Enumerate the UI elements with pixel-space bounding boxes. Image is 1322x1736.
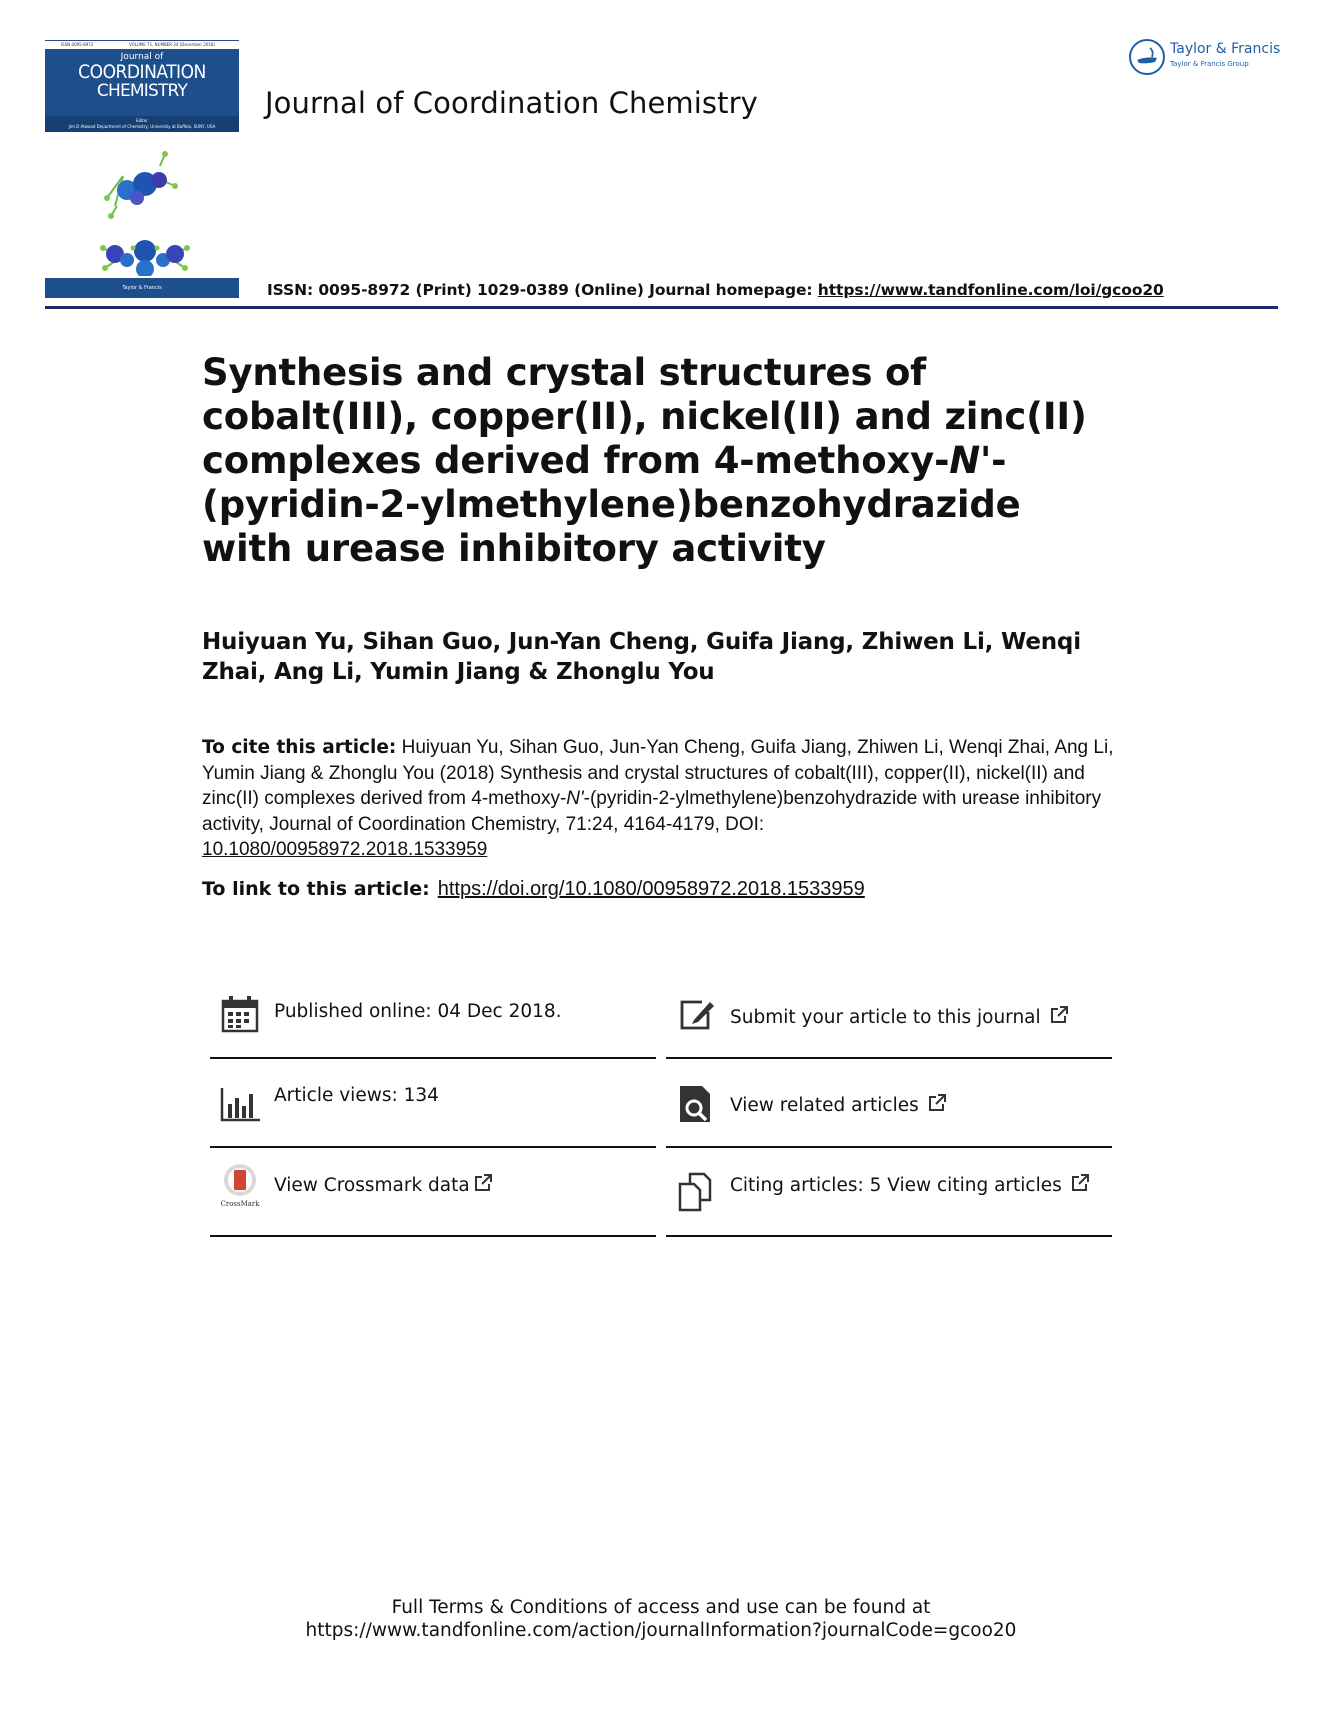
bar-chart-icon bbox=[220, 1084, 260, 1124]
article-views-text: Article views: 134 bbox=[274, 1085, 439, 1106]
related-articles-label: View related articles bbox=[730, 1095, 919, 1116]
external-link-icon bbox=[1049, 1005, 1069, 1025]
grid-divider bbox=[666, 1235, 1112, 1237]
cover-volume: VOLUME 71, NUMBER 24 (December 2018) bbox=[129, 42, 216, 47]
published-online-text: Published online: 04 Dec 2018. bbox=[274, 1001, 562, 1022]
external-link-icon bbox=[927, 1093, 947, 1113]
crossmark-icon-text: CrossMark bbox=[220, 1200, 260, 1208]
published-online-item bbox=[210, 972, 652, 1062]
journal-cover-thumbnail bbox=[45, 40, 239, 298]
related-articles-item[interactable] bbox=[666, 1062, 1108, 1152]
citing-articles-item[interactable] bbox=[666, 1150, 1108, 1240]
header-divider bbox=[45, 306, 1278, 309]
submit-article-link[interactable] bbox=[730, 1005, 1069, 1028]
link-label: To link to this article: bbox=[202, 878, 430, 900]
external-link-icon bbox=[1070, 1173, 1090, 1193]
crossmark-label: View Crossmark data bbox=[274, 1175, 470, 1196]
cover-journal-of: Journal of bbox=[120, 52, 164, 62]
grid-divider bbox=[210, 1235, 656, 1237]
issn-line bbox=[267, 281, 1164, 299]
cover-meta-strip bbox=[45, 41, 239, 49]
article-title-italic: N' bbox=[949, 439, 992, 482]
cover-title-band bbox=[45, 40, 239, 132]
link-row bbox=[202, 878, 865, 901]
cite-text-part2: -(pyridin-2-ylmethylene)benzohydrazide with urease inhibitory activity, Journal of Coordination Chemistry, 71:24, 4164-4179, DOI: bbox=[202, 788, 1102, 835]
cite-text-italic: N' bbox=[566, 788, 584, 809]
terms-url[interactable]: https://www.tandfonline.com/action/journalInformation?journalCode=gcoo20 bbox=[305, 1620, 1017, 1641]
external-link-icon bbox=[473, 1173, 493, 1193]
crossmark-item[interactable] bbox=[210, 1150, 652, 1240]
publisher-group: Taylor & Francis Group bbox=[1170, 60, 1249, 68]
crossmark-icon bbox=[220, 1162, 260, 1208]
article-title-part2: -(pyridin-2-ylmethylene)benzohydrazide with urease inhibitory activity bbox=[202, 439, 1021, 570]
grid-divider bbox=[210, 1146, 656, 1148]
terms-footer bbox=[0, 1596, 1322, 1642]
article-title-part1: Synthesis and crystal structures of cobalt(III), copper(II), nickel(II) and zinc(II) complexes derived from 4-methoxy- bbox=[202, 351, 1087, 482]
publisher-logo bbox=[1128, 38, 1288, 78]
cover-molecule-illustration bbox=[45, 136, 239, 276]
cover-editor-label: Editor bbox=[136, 118, 148, 123]
article-authors: Huiyuan Yu, Sihan Guo, Jun-Yan Cheng, Guifa Jiang, Zhiwen Li, Wenqi Zhai, Ang Li, Yumin Jiang & Zhonglu You bbox=[202, 629, 1081, 685]
cover-publisher-strip: Taylor & Francis bbox=[45, 278, 239, 298]
cover-editor bbox=[45, 116, 239, 132]
issn-text: ISSN: 0095-8972 (Print) 1029-0389 (Online) Journal homepage: bbox=[267, 281, 818, 299]
cover-editor-name: Jim D Atwood Department of Chemistry, University at Buffalo, SUNY, USA bbox=[68, 124, 216, 129]
citation-block bbox=[202, 735, 1132, 863]
cite-doi-link[interactable]: 10.1080/00958972.2018.1533959 bbox=[202, 839, 488, 860]
grid-divider bbox=[666, 1146, 1112, 1148]
doi-link[interactable]: https://doi.org/10.1080/00958972.2018.1533959 bbox=[437, 878, 865, 900]
submit-article-item[interactable] bbox=[666, 972, 1108, 1062]
publisher-name: Taylor & Francis bbox=[1170, 41, 1281, 57]
calendar-icon bbox=[220, 994, 260, 1034]
edit-icon bbox=[676, 994, 716, 1034]
cite-text-part1: Huiyuan Yu, Sihan Guo, Jun-Yan Cheng, Guifa Jiang, Zhiwen Li, Wenqi Zhai, Ang Li, Yumin Jiang & Zhonglu You (2018) Synthesis and crystal structures of cobalt(III), copper(II), nickel(II) and zinc(II) complexes derived from 4-methoxy- bbox=[202, 737, 1114, 809]
cover-chemistry: CHEMISTRY bbox=[96, 81, 188, 101]
cite-label: To cite this article: bbox=[202, 737, 397, 758]
submit-article-label: Submit your article to this journal bbox=[730, 1007, 1041, 1028]
grid-divider bbox=[666, 1057, 1112, 1059]
crossmark-link[interactable] bbox=[274, 1173, 493, 1196]
grid-divider bbox=[210, 1057, 656, 1059]
citing-articles-link[interactable] bbox=[730, 1173, 1090, 1196]
journal-title: Journal of Coordination Chemistry bbox=[265, 86, 758, 120]
terms-line: Full Terms & Conditions of access and use can be found at bbox=[391, 1597, 931, 1618]
article-title bbox=[202, 351, 1102, 571]
taylor-francis-lamp-icon bbox=[1128, 38, 1166, 76]
journal-homepage-link[interactable]: https://www.tandfonline.com/loi/gcoo20 bbox=[817, 281, 1164, 299]
citing-articles-label: Citing articles: 5 View citing articles bbox=[730, 1175, 1062, 1196]
cover-issn: ISSN 0095-8972 bbox=[61, 42, 94, 47]
related-articles-link[interactable] bbox=[730, 1093, 947, 1116]
cover-coordination: COORDINATION bbox=[78, 61, 206, 83]
article-views-item bbox=[210, 1062, 652, 1152]
related-search-icon bbox=[676, 1084, 716, 1124]
citing-documents-icon bbox=[676, 1172, 716, 1212]
